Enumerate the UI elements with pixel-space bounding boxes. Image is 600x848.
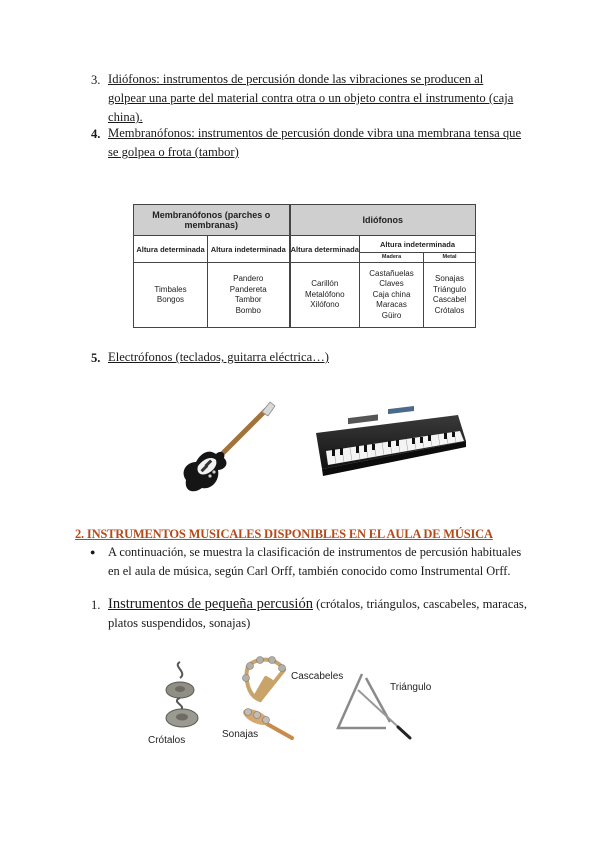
caption-triangulo: Triángulo xyxy=(390,682,432,693)
electrofonos-definition: Electrófonos (teclados, guitarra eléctrica…) xyxy=(108,350,329,364)
membranofonos-definition: Membranófonos: instrumentos de percusión donde vibra una membrana tensa que se golpea o frota (tambor) xyxy=(108,126,522,159)
electronic-keyboard-image xyxy=(308,385,468,490)
membranofonos-header: Membranófonos (parches o membranas) xyxy=(134,205,290,236)
memb-indeterminada-items: Pandero Pandereta Tambor Bombo xyxy=(208,263,290,328)
madera-items: Castañuelas Claves Caja china Maracas Güiro xyxy=(360,263,424,328)
metal-items: Sonajas Triángulo Cascabel Crótalos xyxy=(424,263,476,328)
pequena-percusion-title: Instrumentos de pequeña percusión xyxy=(108,596,313,612)
idio-altura-determinada-header: Altura determinada xyxy=(290,236,360,263)
list-number-5: 5. xyxy=(91,351,101,365)
metal-header: Metal xyxy=(424,252,476,262)
memb-determinada-items: Timbales Bongos xyxy=(134,263,208,328)
madera-header: Madera xyxy=(360,252,424,262)
memb-altura-indeterminada-header: Altura indeterminada xyxy=(208,236,290,263)
bullet-dot: ● xyxy=(90,547,96,557)
list-number-4: 4. xyxy=(91,127,101,141)
caption-sonajas: Sonajas xyxy=(222,729,259,740)
idio-determinada-items: Carillón Metalófono Xilófono xyxy=(290,263,360,328)
pequena-percusion-item xyxy=(108,595,528,633)
crotalos-image xyxy=(158,660,204,732)
list-number-3: 3. xyxy=(91,73,101,87)
cascabeles-image xyxy=(238,656,290,704)
caption-cascabeles: Cascabeles xyxy=(291,671,344,682)
memb-altura-determinada-header: Altura determinada xyxy=(134,236,208,263)
triangulo-image xyxy=(330,670,412,742)
electric-guitar-image xyxy=(178,398,276,496)
idiofonos-definition: Idiófonos: instrumentos de percusión donde las vibraciones se producen al golpear una parte del material contra otra o un objeto contra el instrumento (caja china). xyxy=(108,72,514,124)
section-2-intro: A continuación, se muestra la clasificación de instrumentos de percusión habituales en el aula de música, según Carl Orff, también conocido como Instrumental Orff. xyxy=(108,545,522,578)
section-2-heading: 2. INSTRUMENTOS MUSICALES DISPONIBLES EN EL AULA DE MÚSICA xyxy=(75,527,493,541)
instrument-classification-table xyxy=(133,204,476,328)
caption-crotalos: Crótalos xyxy=(148,735,186,746)
idio-altura-indeterminada-header: Altura indeterminada xyxy=(360,236,476,253)
orff-list-number-1: 1. xyxy=(91,598,101,612)
pequena-percusion-list: (crótalos, triángulos, cascabeles, maracas, platos suspendidos, sonajas) xyxy=(108,597,527,630)
idiofonos-header: Idiófonos xyxy=(290,205,476,236)
